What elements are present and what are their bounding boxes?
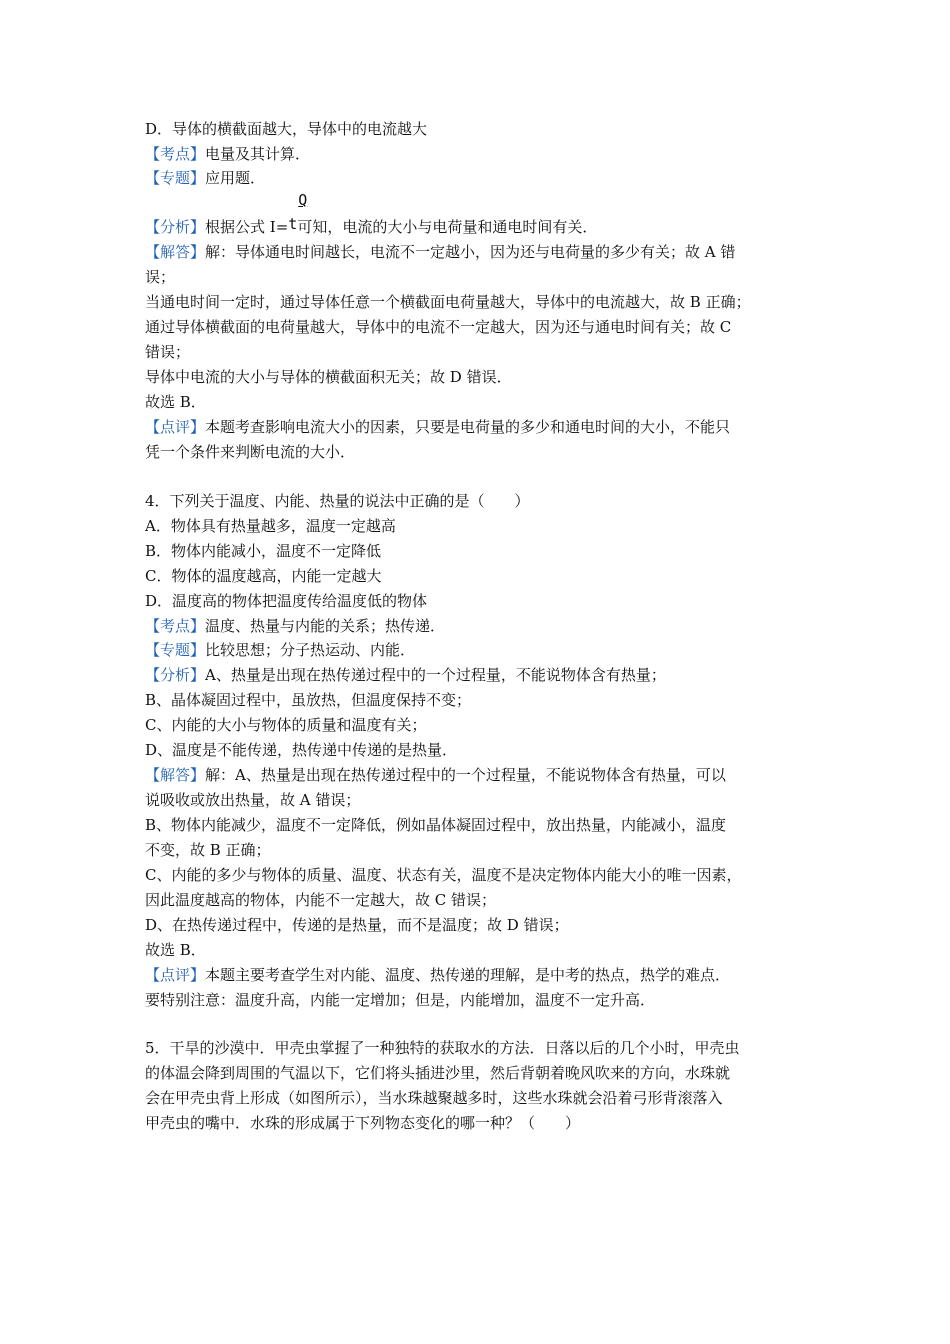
q4-zhuanti <box>145 640 415 660</box>
q4-jieda-line: 因此温度越高的物体，内能不一定越大，故 C 错误； <box>145 891 497 909</box>
q4-fenxi-line: C、内能的大小与物体的质量和温度有关； <box>145 716 427 734</box>
q5-stem-line: 甲壳虫的嘴中．水珠的形成属于下列物态变化的哪一种？（ ） <box>145 1114 581 1132</box>
q3-jieda-line: 当通电时间一定时，通过导体任意一个横截面电荷量越大，导体中的电流越大，故 B 正确； <box>145 293 751 311</box>
q5-stem-line: 会在甲壳虫背上形成（如图所示），当水珠越聚越多时，这些水珠就会沿着弓形背滚落入 <box>145 1089 723 1107</box>
jieda-text: 解：导体通电时间越长，电流不一定越小，因为还与电荷量的多少有关；故 A 错 <box>205 243 736 261</box>
q4-fenxi-line: D、温度是不能传递，热传递中传递的是热量． <box>145 741 458 759</box>
q4-option-a: A．物体具有热量越多，温度一定越高 <box>145 517 396 535</box>
q4-jieda-line: 故选 B． <box>145 941 206 959</box>
fenxi-text: A、热量是出现在热传递过程中的一个过程量，不能说物体含有热量； <box>205 666 666 684</box>
q3-jieda-line: 导体中电流的大小与导体的横截面积无关；故 D 错误． <box>145 368 512 386</box>
q5-stem-line: 的体温会降到周围的气温以下，它们将头插进沙里，然后背朝着晚风吹来的方向，水珠就 <box>145 1064 731 1082</box>
jieda-text: 解：A、热量是出现在热传递过程中的一个过程量，不能说物体含有热量，可以 <box>205 766 726 784</box>
kaodian-text: 电量及其计算． <box>205 145 311 163</box>
jieda-tag: 【解答】 <box>145 766 206 784</box>
dianping-tag: 【点评】 <box>145 418 206 436</box>
q4-jieda-line: 不变，故 B 正确； <box>145 841 271 859</box>
q3-fenxi <box>145 191 598 237</box>
q4-option-c: C．物体的温度越高，内能一定越大 <box>145 567 382 585</box>
dianping-text: 本题考查影响电流大小的因素，只要是电荷量的多少和通电时间的大小，不能只 <box>205 418 731 436</box>
q4-dianping-line: 要特别注意：温度升高，内能一定增加；但是，内能增加，温度不一定升高． <box>145 991 656 1009</box>
q5-stem: 5．干旱的沙漠中．甲壳虫掌握了一种独特的获取水的方法．日落以后的几个小时，甲壳虫 <box>145 1039 740 1057</box>
q4-option-d: D．温度高的物体把温度传给温度低的物体 <box>145 592 428 610</box>
q3-dianping-line: 凭一个条件来判断电流的大小． <box>145 443 356 461</box>
formula-denominator: t <box>288 215 298 233</box>
q3-jieda-line: 错误； <box>145 343 191 361</box>
q4-jieda-line: D、在热传递过程中，传递的是热量，而不是温度；故 D 错误； <box>145 916 569 934</box>
q3-kaodian <box>145 144 310 164</box>
q4-option-b: B．物体内能减小，温度不一定降低 <box>145 542 382 560</box>
q3-jieda-line: 故选 B． <box>145 393 206 411</box>
q3-jieda-line: 通过导体横截面的电荷量越大，导体中的电流不一定越大，因为还与通电时间有关；故 C <box>145 318 732 336</box>
fenxi-tag: 【分析】 <box>145 218 206 236</box>
kaodian-text: 温度、热量与内能的关系；热传递． <box>205 617 446 635</box>
q4-jieda-line: 说吸收或放出热量，故 A 错误； <box>145 791 361 809</box>
q4-jieda-line: C、内能的多少与物体的质量、温度、状态有关，温度不是决定物体内能大小的唯一因素， <box>145 866 742 884</box>
q4-fenxi-line: B、晶体凝固过程中，虽放热，但温度保持不变； <box>145 691 472 709</box>
fenxi-tag: 【分析】 <box>145 666 206 684</box>
zhuanti-tag: 【专题】 <box>145 641 206 659</box>
jieda-tag: 【解答】 <box>145 243 206 261</box>
zhuanti-text: 应用题． <box>205 169 266 187</box>
zhuanti-text: 比较思想；分子热运动、内能． <box>205 641 416 659</box>
q3-zhuanti <box>145 168 265 188</box>
q4-stem: 4．下列关于温度、内能、热量的说法中正确的是（ ） <box>145 492 530 510</box>
q3-jieda-line: 误； <box>145 268 176 286</box>
kaodian-tag: 【考点】 <box>145 617 206 635</box>
q3-option-d: D．导体的横截面越大，导体中的电流越大 <box>145 120 428 138</box>
dianping-text: 本题主要考查学生对内能、温度、热传递的理解，是中考的热点，热学的难点． <box>205 966 731 984</box>
fenxi-text-cont: 可知，电流的大小与电荷量和通电时间有关． <box>297 218 598 236</box>
formula-fraction <box>288 191 308 237</box>
zhuanti-tag: 【专题】 <box>145 169 206 187</box>
q4-jieda-line: B、物体内能减少，温度不一定降低，例如晶体凝固过程中，放出热量，内能减小，温度 <box>145 816 727 834</box>
q3-jieda <box>145 242 735 262</box>
formula-numerator: Q <box>298 191 308 209</box>
fenxi-text: 根据公式 I= <box>205 218 289 236</box>
q4-fenxi <box>145 665 666 685</box>
dianping-tag: 【点评】 <box>145 966 206 984</box>
q4-jieda <box>145 765 726 785</box>
kaodian-tag: 【考点】 <box>145 145 206 163</box>
q3-dianping <box>145 417 730 437</box>
q4-kaodian <box>145 616 445 636</box>
q4-dianping <box>145 965 730 985</box>
